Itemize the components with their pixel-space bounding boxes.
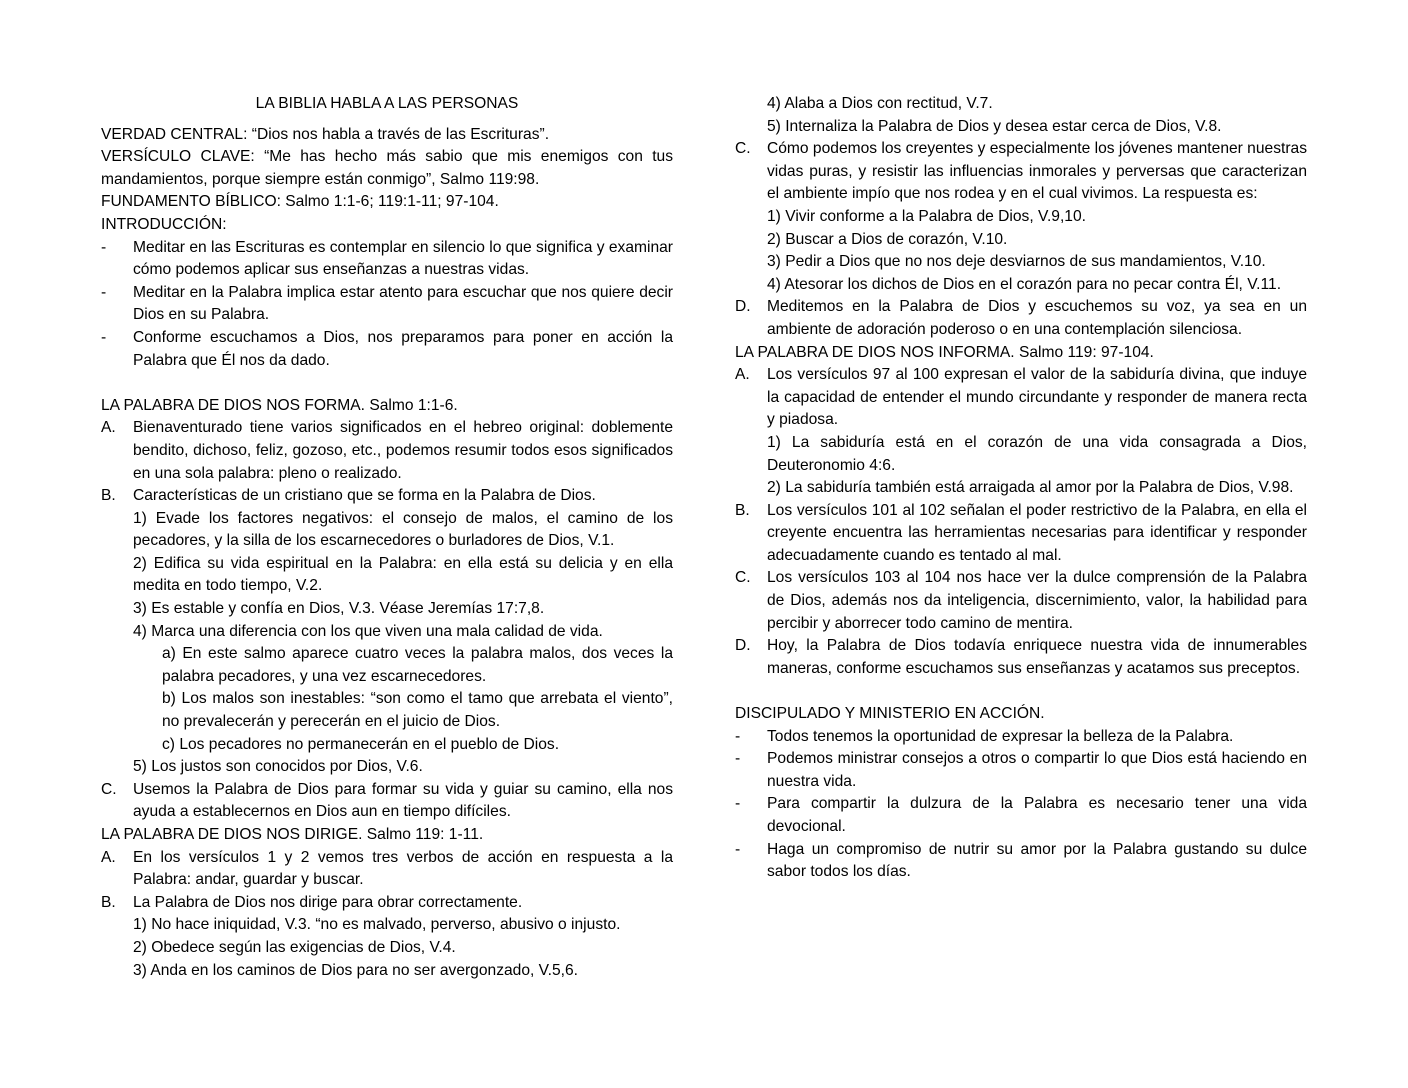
point-letter: A. [735,366,750,384]
discipulado-item [735,748,1307,793]
informa-point-a [735,364,1307,432]
section-heading-discipulado: DISCIPULADO Y MINISTERIO EN ACCIÓN. [735,705,1045,723]
point-letter: B. [101,893,116,911]
fundamento-biblico: FUNDAMENTO BÍBLICO: Salmo 1:1-6; 119:1-11; 97-104. [101,193,499,211]
point-text: Los versículos 103 al 104 nos hace ver la dulce comprensión de la Palabra de Dios, además nos da inteligencia, discernimiento, valor, la habilidad para percibir y aborrecer todo camino de mentira. [767,569,1307,632]
dirige-point-a [101,847,673,892]
intro-text: Meditar en la Palabra implica estar atento para escuchar que nos quiere decir Dios en su Palabra. [133,283,673,324]
forma-point-a [101,417,673,485]
discipulado-item [735,726,1307,749]
document-title: LA BIBLIA HABLA A LAS PERSONAS [255,95,519,112]
point-text: Cómo podemos los creyentes y especialmente los jóvenes mantener nuestras vidas puras, y resistir las influencias inmorales y perversas que caracterizan el ambiente impío que nos rodea y en el cual vivimos. La respuesta es: [767,140,1307,203]
bullet-dash: - [735,750,741,768]
intro-item [101,282,673,327]
subpoint: 4) Atesorar los dichos de Dios en el corazón para no pecar contra Él, V.11. [767,275,1282,293]
subpoint: 3) Es estable y confía en Dios, V.3. Véase Jeremías 17:7,8. [133,600,545,618]
informa-point-c [735,567,1307,635]
subpoint: 1) No hace iniquidad, V.3. “no es malvado, perverso, abusivo o injusto. [133,916,621,934]
point-letter: A. [101,848,116,866]
forma-point-b [101,485,673,508]
intro-item [101,237,673,282]
discipulado-text: Para compartir la dulzura de la Palabra es necesario tener una vida devocional. [767,795,1307,835]
subpoint: 2) Buscar a Dios de corazón, V.10. [767,230,1008,248]
subpoint: 2) Obedece según las exigencias de Dios, V.4. [133,938,456,956]
dirige-point-b [101,892,673,915]
bullet-dash: - [101,283,107,301]
section-heading-dirige: LA PALABRA DE DIOS NOS DIRIGE. Salmo 119: 1-11. [101,826,484,843]
subpoint: 1) Vivir conforme a la Palabra de Dios, V.9,10. [767,207,1086,225]
subpoint: 3) Pedir a Dios que no nos deje desviarnos de sus mandamientos, V.10. [767,253,1266,271]
discipulado-item [735,839,1307,884]
subpoint: 5) Los justos son conocidos por Dios, V.6. [133,758,423,776]
point-text: Meditemos en la Palabra de Dios y escuchemos su voz, ya sea en un ambiente de adoración poderoso o en una contemplación silenciosa. [767,298,1307,338]
discipulado-text: Haga un compromiso de nutrir su amor por la Palabra gustando su dulce sabor todos los días. [767,840,1307,881]
informa-point-b [735,500,1307,568]
subpoint: 2) Edifica su vida espiritual en la Palabra: en ella está su delicia y en ella medita en todo tiempo, V.2. [133,554,673,595]
section-heading-forma: LA PALABRA DE DIOS NOS FORMA. Salmo 1:1-6. [101,396,458,414]
point-letter: C. [735,140,751,158]
bullet-dash: - [101,238,107,256]
bullet-dash: - [101,328,107,346]
intro-text: Meditar en las Escrituras es contemplar en silencio lo que significa y examinar cómo podemos aplicar sus enseñanzas a nuestras vidas. [133,238,673,279]
dirige-point-d [735,296,1307,341]
point-text: La Palabra de Dios nos dirige para obrar correctamente. [133,893,523,911]
spacer [101,372,673,395]
spacer [735,680,1307,703]
point-text: Los versículos 101 al 102 señalan el poder restrictivo de la Palabra, en ella el creyente encuentra las herramientas necesarias para identificar y responder adecuadamente cuando es tentado al mal. [767,501,1307,564]
sub-subpoint: a) En este salmo aparece cuatro veces la palabra malos, dos veces la palabra pecadores, y una vez escarnecedores. [162,645,673,685]
intro-text: Conforme escuchamos a Dios, nos preparamos para poner en acción la Palabra que Él nos da dado. [133,328,673,369]
point-text: Usemos la Palabra de Dios para formar su vida y guiar su camino, ella nos ayuda a establecernos en Dios aun en tiempo difíciles. [133,780,673,821]
introduccion-heading: INTRODUCCIÓN: [101,215,227,233]
point-letter: B. [101,487,116,505]
point-letter: A. [101,419,116,437]
sub-subpoint: b) Los malos son inestables: “son como el tamo que arrebata el viento”, no prevalecerán y perecerán en el juicio de Dios. [162,690,673,731]
subpoint: 1) Evade los factores negativos: el consejo de malos, el camino de los pecadores, y la silla de los escarnecedores o burladores de Dios, V.1. [133,509,673,550]
sub-subpoint: c) Los pecadores no permanecerán en el pueblo de Dios. [162,735,560,753]
bullet-dash: - [735,795,741,813]
point-text: En los versículos 1 y 2 vemos tres verbos de acción en respuesta a la Palabra: andar, guardar y buscar. [133,848,673,889]
subpoint: 5) Internaliza la Palabra de Dios y desea estar cerca de Dios, V.8. [767,117,1222,135]
point-letter: D. [735,637,751,655]
right-column [735,93,1307,884]
discipulado-text: Podemos ministrar consejos a otros o compartir lo que Dios está haciendo en nuestra vida. [767,750,1307,790]
subpoint: 4) Alaba a Dios con rectitud, V.7. [767,95,993,112]
verdad-central: VERDAD CENTRAL: “Dios nos habla a través de las Escrituras”. [101,125,550,143]
intro-item [101,327,673,372]
point-letter: C. [101,780,117,798]
point-text: Características de un cristiano que se forma en la Palabra de Dios. [133,487,596,505]
subpoint: 3) Anda en los caminos de Dios para no ser avergonzado, V.5,6. [133,961,578,979]
point-letter: C. [735,569,751,587]
dirige-point-c [735,138,1307,206]
point-text: Los versículos 97 al 100 expresan el valor de la sabiduría divina, que induye la capacidad de entender el mundo circundante y responder de manera recta y piadosa. [767,366,1307,429]
bullet-dash: - [735,840,741,858]
point-letter: B. [735,501,750,519]
point-text: Bienaventurado tiene varios significados en el hebreo original: doblemente bendito, dichoso, feliz, gozoso, etc., podemos resumir todos esos significados en una sola palabra: pleno o realizado. [133,419,673,482]
subpoint: 1) La sabiduría está en el corazón de una vida consagrada a Dios, Deuteronomio 4:6. [767,433,1307,474]
informa-point-d [735,635,1307,680]
left-column [101,93,673,982]
discipulado-text: Todos tenemos la oportunidad de expresar la belleza de la Palabra. [767,727,1234,745]
point-text: Hoy, la Palabra de Dios todavía enriquece nuestra vida de innumerables maneras, conforme escuchamos sus enseñanzas y acatamos sus preceptos. [767,637,1307,677]
forma-point-c [101,779,673,824]
versiculo-clave: VERSÍCULO CLAVE: “Me has hecho más sabio que mis enemigos con tus mandamientos, porque siempre están conmigo”, Salmo 119:98. [101,148,673,188]
section-heading-informa: LA PALABRA DE DIOS NOS INFORMA. Salmo 119: 97-104. [735,343,1154,361]
point-letter: D. [735,298,751,316]
subpoint: 4) Marca una diferencia con los que viven una mala calidad de vida. [133,622,603,640]
bullet-dash: - [735,727,741,745]
subpoint: 2) La sabiduría también está arraigada al amor por la Palabra de Dios, V.98. [767,479,1294,497]
discipulado-item [735,793,1307,838]
